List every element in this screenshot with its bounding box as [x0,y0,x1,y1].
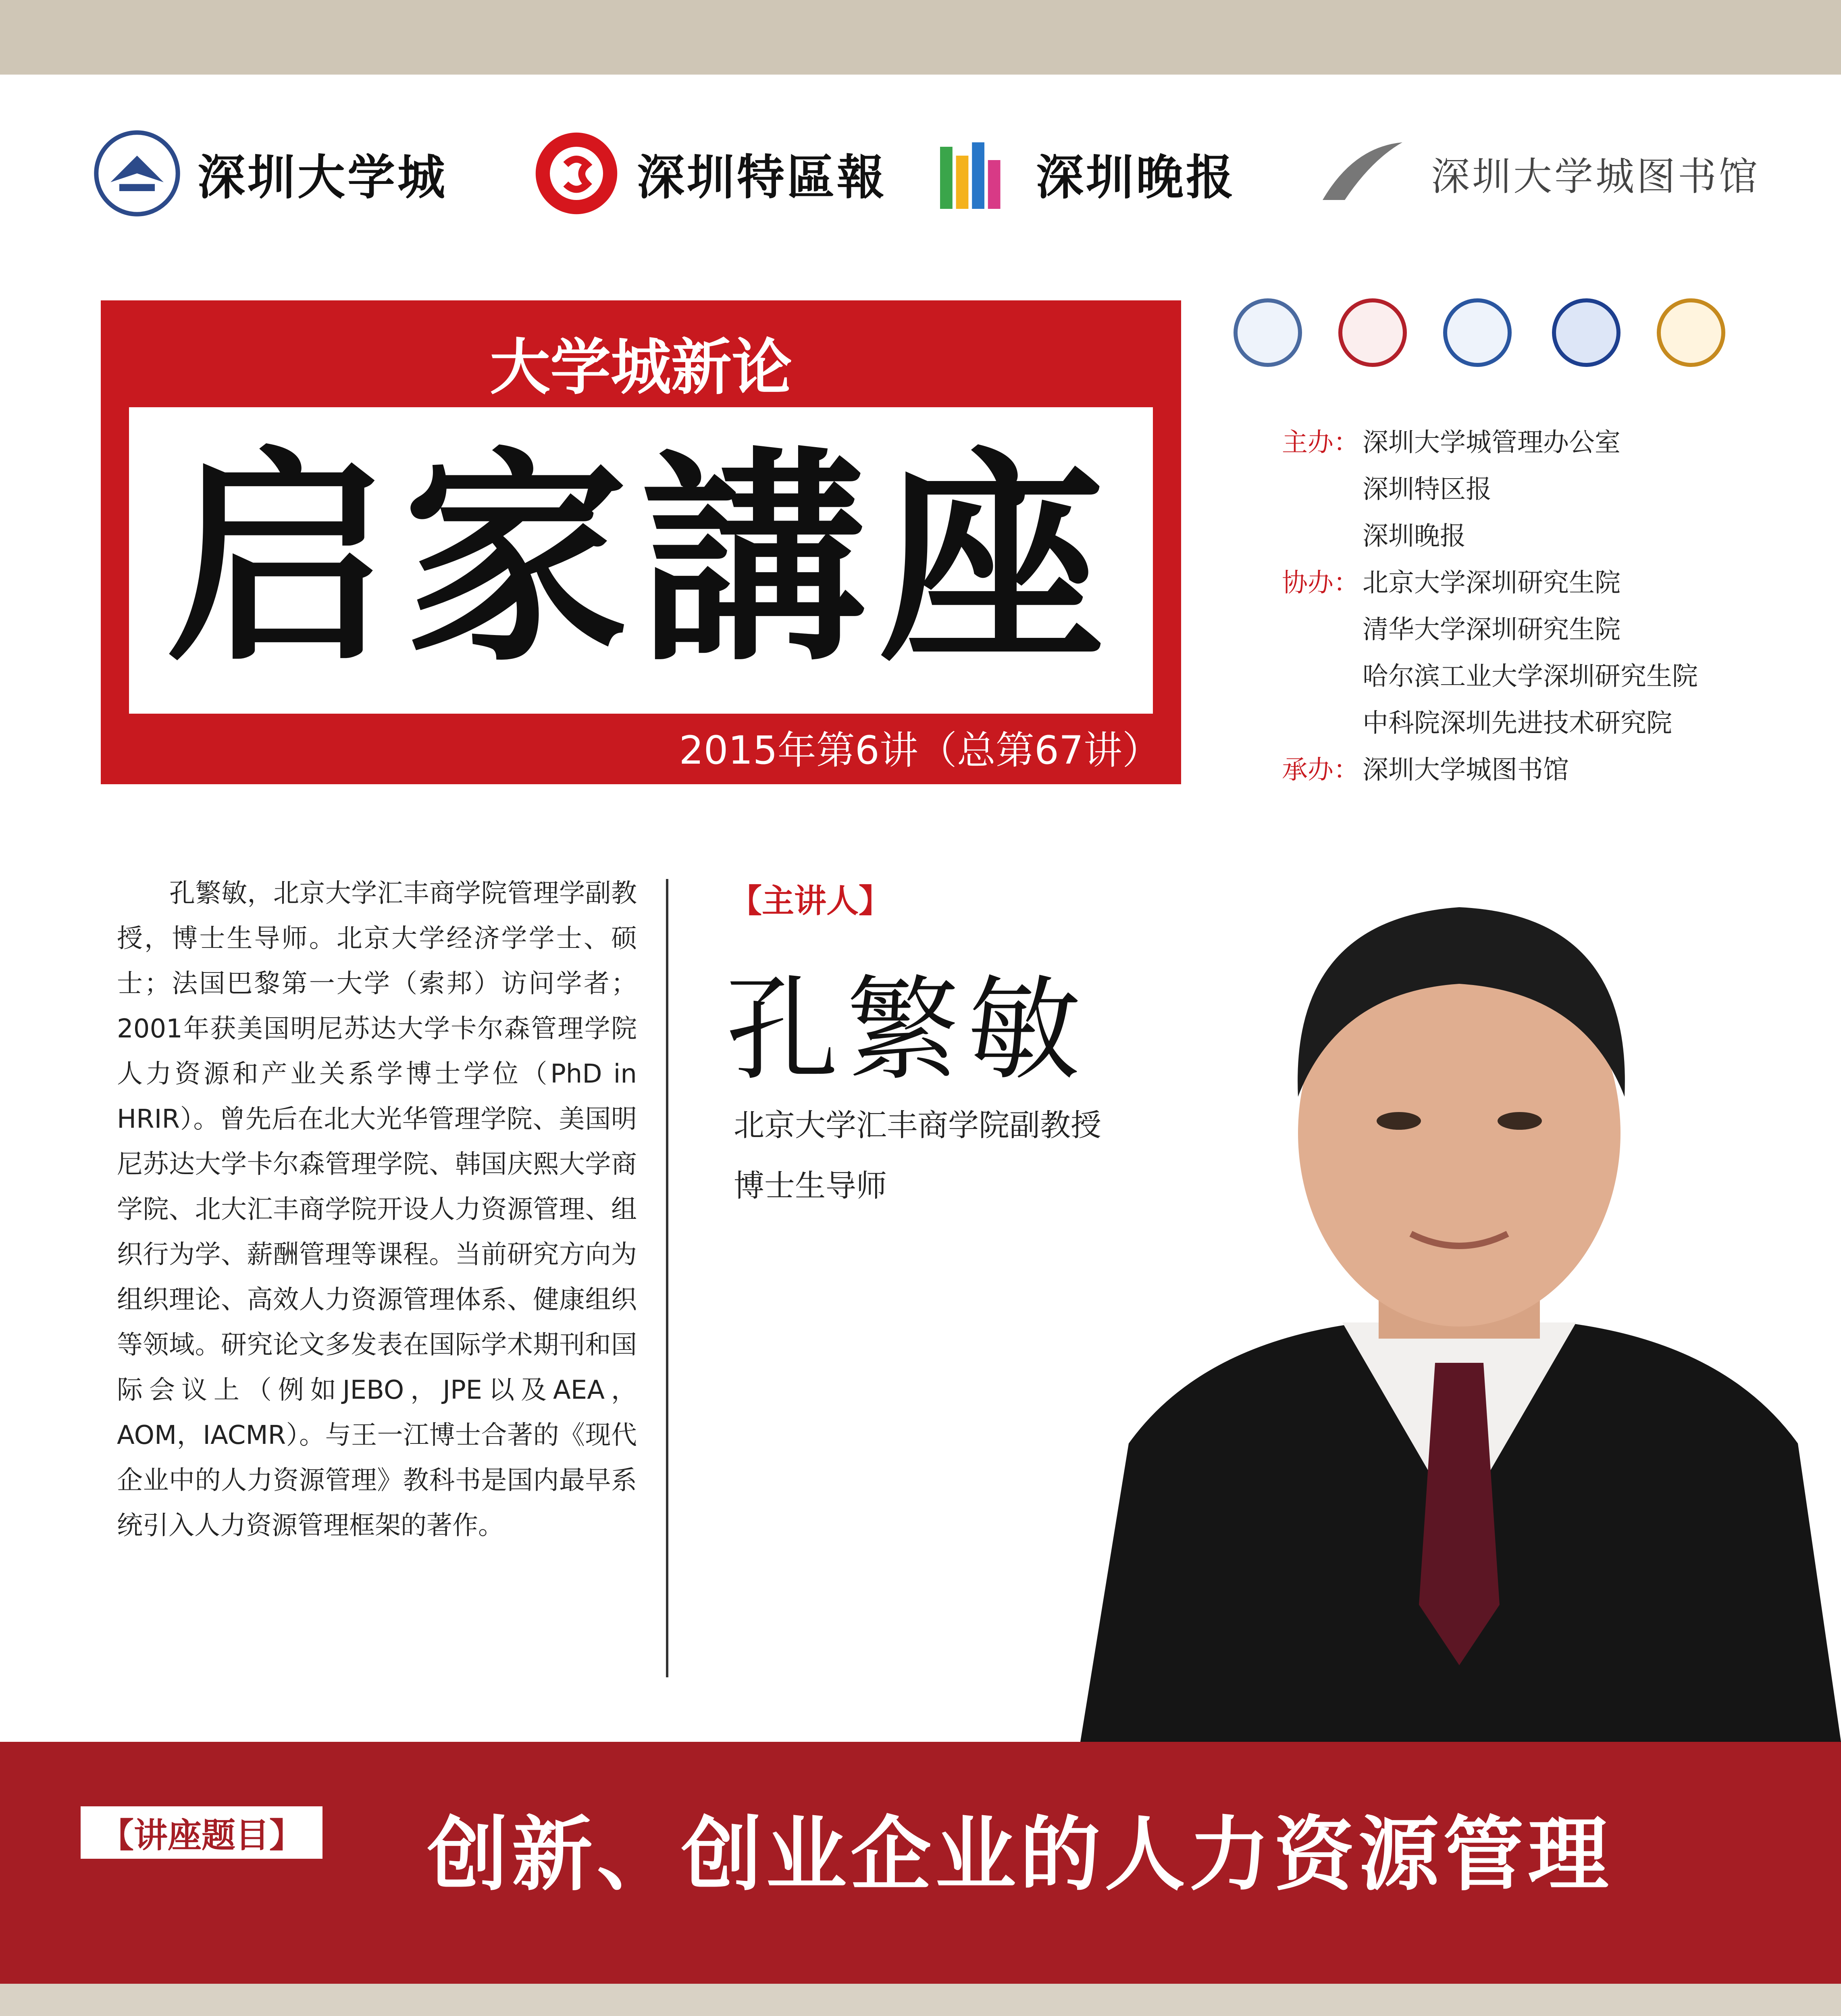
title-main: 启家講座 [165,429,1117,692]
hit-emblem-icon [1443,298,1512,367]
university-emblem-icon [1234,298,1302,367]
organizer-label [1282,466,1363,513]
organizer-name: 清华大学深圳研究生院 [1363,615,1620,645]
siat-emblem-icon [1552,298,1620,367]
organizer-name: 哈尔滨工业大学深圳研究生院 [1363,662,1698,691]
library-swoosh-icon [1310,129,1415,218]
speaker-tag: 【主讲人】 [730,882,891,920]
university-town-logo [93,121,447,226]
organizer-list [1282,419,1806,793]
library-logo-text: 深圳大学城图书馆 [1431,154,1760,199]
sz-evening-emblem-icon [931,129,1020,218]
organizer-label: 承办： [1282,755,1359,785]
topic-title: 创新、创业企业的人力资源管理 [427,1808,1613,1902]
title-subtitle: 大学城新论 [489,333,792,403]
content-section [0,1984,1841,2016]
organizer-row [1282,466,1806,513]
organizer-label [1282,513,1363,560]
speaker-photo [1080,839,1841,1742]
organizer-name: 北京大学深圳研究生院 [1363,568,1620,598]
organizer-label [1282,606,1363,653]
university-town-logo-text: 深圳大学城 [198,149,448,205]
organizer-row [1282,560,1806,606]
sz-special-daily-emblem-icon [532,129,621,218]
organizer-name: 深圳晚报 [1363,521,1466,551]
speaker-title-line2: 博士生导师 [734,1168,887,1204]
organizer-row [1282,747,1806,793]
vertical-divider [666,879,668,1677]
library-emblem-icon [1657,298,1725,367]
speaker-title-line1: 北京大学汇丰商学院副教授 [734,1107,1101,1143]
pku-emblem-icon [1338,298,1407,367]
library-logo [1310,121,1760,226]
organizer-name: 中科院深圳先进技术研究院 [1363,708,1672,738]
title-series: 2015年第6讲（总第67讲） [679,728,1161,773]
speaker-name: 孔繁敏 [726,964,1088,1096]
topic-tag: 【讲座题目】 [81,1806,322,1859]
organizer-name: 深圳特区报 [1363,475,1492,504]
organizer-name: 深圳大学城图书馆 [1363,755,1569,785]
organizer-row [1282,653,1806,700]
sz-evening-logo [931,121,1236,226]
organizer-label: 协办： [1282,568,1359,598]
organizer-row [1282,700,1806,747]
organizer-label [1282,700,1363,747]
organizer-name: 深圳大学城管理办公室 [1363,428,1620,458]
organizer-row [1282,513,1806,560]
sz-special-daily-logo-text: 深圳特區報 [637,149,887,205]
university-town-emblem-icon [93,129,181,218]
organizer-row [1282,419,1806,466]
organizer-label [1282,653,1363,700]
organizer-label: 主办： [1282,428,1359,458]
speaker-bio: 孔繁敏，北京大学汇丰商学院管理学副教授，博士生导师。北京大学经济学学士、硕士；法国巴黎第一大学（索邦）访问学者；2001年获美国明尼苏达大学卡尔森管理学院人力资源和产业关系学博士学位（PhD in HRIR）。曾先后在北大光华管理学院、美国明尼苏达大学卡尔森管理学院、韩国庆熙大学商学院、北大汇丰商学院开设人力资源管理、组织行为学、薪酬管理等课程。当前研究方向为组织理论、高效人力资源管理体系、健康组织等领域。研究论文多发表在国际学术期刊和国际会议上（例如JEBO，JPE以及AEA，AOM，IACMR）。与王一江博士合著的《现代企业中的人力资源管理》教科书是国内最早系统引入人力资源管理框架的著作。 [117,879,637,1541]
organizer-row [1282,606,1806,653]
sz-special-daily-logo [532,121,887,226]
sz-evening-logo-text: 深圳晚报 [1036,149,1236,205]
top-band [0,0,1841,75]
